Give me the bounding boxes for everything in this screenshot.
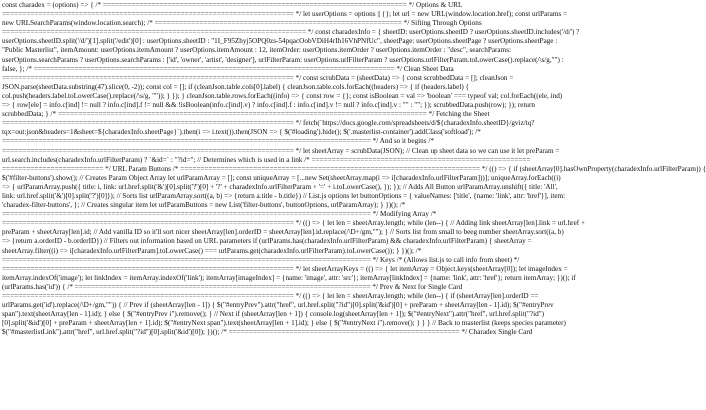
code-line <box>2 383 538 392</box>
code-line: ======================================================================== */ let userOptions = options || {}; let url = new URL(window.location.href); const urlParams = <box>2 10 568 19</box>
code-line: urlParams.get('id').replace(/\D+/gm,"")) { // Prev if (sheetArray[len - 1]) { $("#entryPrev").attr("href", url.href.split("?id")[0].split('&id')[0] + preParam + sheetArray[len - 1].id); $("#entryPrev <box>2 301 554 310</box>
code-line: link: url.href.split('&')[0].split('?')[0]}); // Sorts list urlParamArray.sort((a, b) => {return a.title - b.title}) // List.js options let buttonOptions = { valueNames: ['title', {name: 'link', attr: 'href'}], item: <box>2 191 566 200</box>
code-line: scrubbedData; } /* =========================================================================================== */ Fetching the Sheet <box>2 110 490 119</box>
code-line: $('#filter-buttons').show(); // Creates Param Object Array let urlParamArray = []; const uniqueArray = [...new Set(sheetArray.map(i => i[charadexInfo.urlFilterParam]))]; uniqueArray.forEach((i) <box>2 173 561 182</box>
code-line: false, }; /* ========================================================================================= */ Clean Sheet Data <box>2 64 454 73</box>
code-line: ======================================================================== */ (() => { let len = sheetArray.length; while (len--) { // Adding link sheetArray[len].link = url.href + <box>2 219 586 228</box>
code-line: =========================================================================================== */ Keys /* (Allows list.js to call info from sheet) */ <box>2 255 520 264</box>
code-line: 'charadex-filter-buttons', }; // Creates singular item let urlParamButtons = new List('filter-buttons', buttonOptions, urlParamArray); } })(); /* <box>2 201 406 210</box>
code-line <box>2 356 538 365</box>
code-line: itemArray.indexOf('image'); let linkIndex = itemArray.indexOf('link'); itemArray[imageIndex] = {name: 'image', attr: 'src'}; itemArray[linkIndex] = {name: 'link', attr: 'href'}; return itemArray; })(); if <box>2 273 576 282</box>
code-line: sheetArray.filter((i) => i[charadexInfo.urlFilterParam].toLowerCase() === urlParams.get(charadexInfo.urlFilterParam).toLowerCase()); } })(); /* <box>2 246 422 255</box>
code-line: userOptions.searchParams ? userOptions.searchParams : ['id', 'owner', 'artist', 'designer'], urlFilterParam: userOptions.urlFilterParam ? userOptions.urlFilterParam.toLowerCase().replace(/\s/g,"") : <box>2 55 564 64</box>
code-line: => {return a.orderID - b.orderID}) // Filters out information based on URL parameters if (urlParams.has(charadexInfo.urlFilterParam) && charadexInfo.urlFilterParam) { sheetArray = <box>2 237 532 246</box>
code-line: =========================================================================================== */ Modifying Array /* <box>2 210 437 219</box>
code-line: ======================================================================== */ let sheetArray = scrubData(JSON); // Clean up sheet data so we can use it let preParam = <box>2 146 560 155</box>
code-line <box>2 337 538 346</box>
code-line: [0].split('&id')[0] + preParam + sheetArray[len + 1].id); $("#entryNext span").text(sheetArray[len + 1].id); } else { $("#entryNext i").remove(); } } } // Back to masterlist (keeps species parameter) <box>2 319 566 328</box>
code-line: (urlParams.has('id')) { /* ========================================================================= */ Prev & Next for Single Card <box>2 282 463 291</box>
code-line: "Public Masterlist", itemAmount: userOptions.itemAmount ? userOptions.itemAmount : 12, itemOrder: userOptions.itemOrder ? userOptions.itemOrder : "desc", searchParams: <box>2 46 511 55</box>
code-line: preParam + sheetArray[len].id; // Add vanilla ID so it'll sort nicer sheetArray[len].orderID = sheetArray[len].id.replace(/\D+/gm,""); } // Sorts list from small to beeg number sheetArray.sort((a, b) <box>2 228 564 237</box>
code-line: => { urlParamArray.push({ title: i, link: url.href.split('&')[0].split('?')[0] + '?' + charadexInfo.urlFilterParam + '=' + i.toLowerCase(), }); }); // Adds All Button urlParamArray.unshift({ title: 'All', <box>2 182 558 191</box>
code-line <box>2 401 538 410</box>
code-line: JSON.parse(sheetData.substring(47).slice(0, -2)); const col = []; if (cleanJson.table.cols[0].label) { cleanJson.table.cols.forEach((headers) => { if (headers.label) { <box>2 82 469 91</box>
code-line: tqx=out:json&headers=1&sheet=${charadexInfo.sheetPage}`).then(i => i.text()).then(JSON => { $('#loading').hide(); $('.masterlist-container').addClass('softload'); /* <box>2 128 481 137</box>
code-line <box>2 374 538 383</box>
code-line: =========================================================================== */ const charadexInfo = { sheetID: userOptions.sheetID ? userOptions.sheetID.includes('/d/') ? <box>2 28 580 37</box>
code-line: const charadex = (options) => { /* =========================================================================== */ Options & URL <box>2 1 463 9</box>
code-line: userOptions.sheetID.split('/d/')[1].split('/edit')[0] : userOptions.sheetID : "1I_F95Zhyj5OPQ0zs-54pqacOobVDiH4rIh16VhPNfUc", sheetPage: userOptions.sheetPage ? userOptions.sheetPage : <box>2 37 558 46</box>
code-line: new URLSearchParams(window.location.search); /* ============================================================= */ Sifting Through Options <box>2 19 482 28</box>
code-line: $("#masterlistLink").attr("href", url.href.split("?id")[0].split('&id')[0]); })(); /* ========================================================= */ Charadex Single Card <box>2 328 533 337</box>
code-line: ======================================================================== */ let sheetArrayKeys = (() => { let itemArray = Object.keys(sheetArray[0]); let imageIndex = <box>2 264 568 273</box>
code-line: col.push(headers.label.toLowerCase().replace(/\s/g, "")); } }); } cleanJson.table.rows.forEach((info) => { const row = {}; const isBoolean = val => 'boolean' === typeof val; col.forEach((ele, ind) <box>2 91 563 100</box>
code-line: url.search.includes(charadexInfo.urlFilterParam) ? `&id=` : "?id="; // Determines which is used in a link /* ====================================================== <box>2 155 531 164</box>
code-line <box>2 392 538 401</box>
code-line: span").text(sheetArray[len - 1].id); } else { $("#entryPrev i").remove(); } // Next if (sheetArray[len + 1]) { console.log(sheetArray[len + 1]); $("#entryNext").attr("href", url.href.split("?id") <box>2 310 545 319</box>
code-line: =========================================================================================== */ And so it begins /* <box>2 137 434 146</box>
code-line: ======================================================================== */ const scrubData = (sheetData) => { const scrubbedData = []; cleanJson = <box>2 73 514 82</box>
code-line: ======================================================================== */ (() => { let len = sheetArray.length; while (len--) { if (sheetArray[len].orderID == <box>2 292 539 300</box>
code-line <box>2 365 538 374</box>
code-line <box>2 347 538 356</box>
code-line: ========================= */ URL Param Buttons /* ========================================================================== */ (() => { if (sheetArray[0].hasOwnProperty(charadexInfo.urlFilterParam)) { <box>2 164 706 173</box>
code-line: => { row[ele] = info.c[ind] != null ? info.c[ind].f != null && !isBoolean(info.c[ind].v) ? info.c[ind].f : info.c[ind].v != null ? info.c[ind].v : "" : ""; }); scrubbedData.push(row); }); return <box>2 101 536 110</box>
code-line: ======================================================================== */ fetch(`https://docs.google.com/spreadsheets/d/${charadexInfo.sheetID}/gviz/tq? <box>2 119 535 128</box>
